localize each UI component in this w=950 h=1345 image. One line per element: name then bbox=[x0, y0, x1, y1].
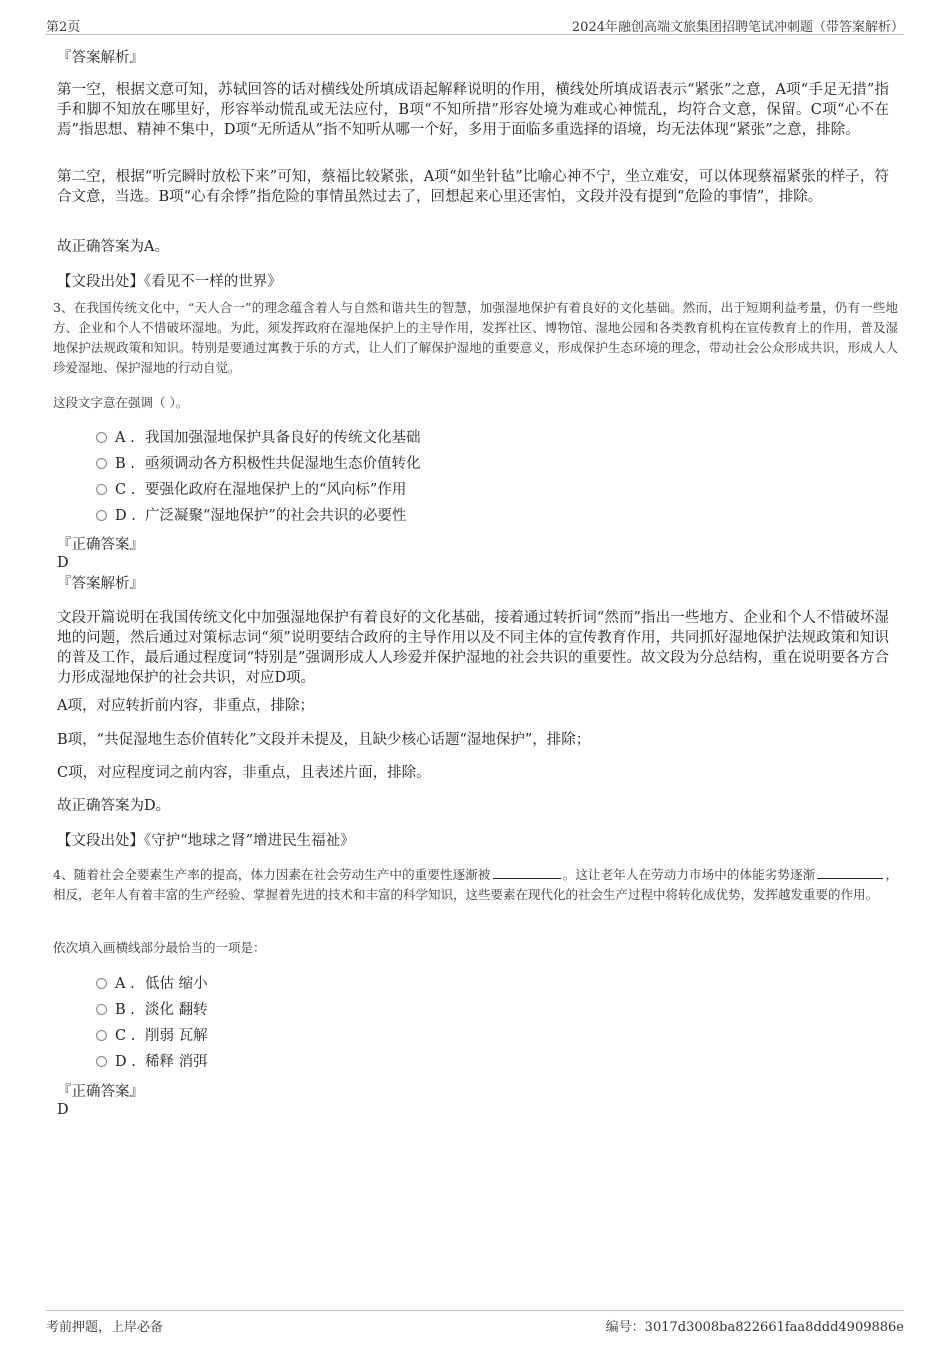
q4-answer-label: 『正确答案』 bbox=[57, 1084, 144, 1100]
option-letter: A . bbox=[115, 430, 135, 446]
option-letter: C . bbox=[115, 1028, 136, 1044]
q3-note-a: A项，对应转折前内容，非重点，排除； bbox=[57, 698, 314, 714]
option-letter: C . bbox=[115, 482, 136, 498]
radio-icon[interactable] bbox=[96, 432, 107, 443]
q4-option-c[interactable] bbox=[96, 1026, 208, 1046]
q3-note-b: B项，“共促湿地生态价值转化”文段并未提及，且缺少核心话题“湿地保护”，排除； bbox=[57, 732, 591, 748]
q3-option-b[interactable] bbox=[96, 454, 421, 474]
page-footer bbox=[46, 1310, 904, 1333]
footer-slogan: 考前押题，上岸必备 bbox=[46, 1320, 164, 1335]
q3-conclusion: 故正确答案为D。 bbox=[57, 798, 171, 814]
option-text: 削弱 瓦解 bbox=[145, 1028, 208, 1044]
q4-option-b[interactable] bbox=[96, 1000, 208, 1020]
q3-note-c: C项，对应程度词之前内容，非重点，且表述片面，排除。 bbox=[57, 765, 431, 781]
radio-icon[interactable] bbox=[96, 1030, 107, 1041]
q2-conclusion: 故正确答案为A。 bbox=[57, 239, 169, 255]
option-text: 稀释 消弭 bbox=[145, 1054, 208, 1070]
q3-option-c[interactable] bbox=[96, 480, 406, 500]
radio-icon[interactable] bbox=[96, 458, 107, 469]
q4-stem-part3: ，相反，老年人有着丰富的生产经验、掌握着先进的技术和丰富的科学知识，这些要素在现代化的社会生产过程中将转化成优势，发挥越发重要的作用。 bbox=[53, 867, 898, 902]
option-text: 我国加强湿地保护具备良好的传统文化基础 bbox=[145, 430, 421, 446]
q4-answer: D bbox=[57, 1102, 69, 1118]
option-letter: D . bbox=[115, 1054, 136, 1070]
option-letter: A . bbox=[115, 976, 135, 992]
q4-option-d[interactable] bbox=[96, 1052, 208, 1072]
radio-icon[interactable] bbox=[96, 978, 107, 989]
q2-analysis-label: 『答案解析』 bbox=[57, 50, 144, 66]
option-text: 亟须调动各方积极性共促湿地生态价值转化 bbox=[145, 456, 421, 472]
q4-stem-part2: 。这让老年人在劳动力市场中的体能劣势逐渐 bbox=[562, 867, 816, 882]
q3-analysis: 文段开篇说明在我国传统文化中加强湿地保护有着良好的文化基础，接着通过转折词“然而”指出一些地方、企业和个人不惜破坏湿地的问题，然后通过对策标志词“须”说明要结合政府的主导作用以及不同主体的宣传教育作用，共同抓好湿地保护法规政策和知识的普及工作，最后通过程度词“特别是”强调形成人人珍爱并保护湿地的社会共识的重要性。故文段为分总结构，重在说明要各方合力形成湿地保护的社会共识，对应D项。 bbox=[57, 610, 889, 686]
q3-option-a[interactable] bbox=[96, 428, 421, 448]
radio-icon[interactable] bbox=[96, 484, 107, 495]
document-id: 编号：3017d3008ba822661faa8ddd4909886e bbox=[605, 1320, 904, 1335]
option-letter: D . bbox=[115, 508, 136, 524]
radio-icon[interactable] bbox=[96, 510, 107, 521]
radio-icon[interactable] bbox=[96, 1004, 107, 1015]
q4-stem bbox=[53, 864, 898, 905]
q4-question: 依次填入画横线部分最恰当的一项是： bbox=[53, 940, 266, 955]
q2-analysis-para1: 第一空，根据文意可知，苏轼回答的话对横线处所填成语起解释说明的作用，横线处所填成语表示“紧张”之意，A项“手足无措”指手和脚不知放在哪里好，形容举动慌乱或无法应付，B项“不知所措”形容处境为难或心神慌乱，均符合文意，保留。C项“心不在焉”指思想、精神不集中，D项“无所适从”指不知听从哪一个好，多用于面临多重选择的语境，均无法体现“紧张”之意，排除。 bbox=[57, 82, 889, 138]
option-letter: B . bbox=[115, 456, 135, 472]
radio-icon[interactable] bbox=[96, 1056, 107, 1067]
q2-analysis-para2: 第二空，根据“听完瞬时放松下来”可知，蔡福比较紧张，A项“如坐针毡”比喻心神不宁，坐立难安，可以体现蔡福紧张的样子，符合文意，当选。B项“心有余悸”指危险的事情虽然过去了，回想起来心里还害怕，文段并没有提到“危险的事情”，排除。 bbox=[57, 169, 889, 205]
option-text: 要强化政府在湿地保护上的“风向标”作用 bbox=[145, 482, 407, 498]
fill-blank-1 bbox=[493, 864, 561, 879]
q3-answer: D bbox=[57, 555, 69, 571]
option-text: 广泛凝聚“湿地保护”的社会共识的必要性 bbox=[145, 508, 407, 524]
q3-analysis-label: 『答案解析』 bbox=[57, 576, 144, 592]
fill-blank-2 bbox=[817, 864, 883, 879]
option-text: 低估 缩小 bbox=[145, 976, 208, 992]
page-header bbox=[46, 14, 904, 35]
q3-source: 【文段出处】《守护“地球之肾”增进民生福祉》 bbox=[57, 833, 355, 849]
q3-stem: 3、在我国传统文化中，“天人合一”的理念蕴含着人与自然和谐共生的智慧，加强湿地保护有着良好的文化基础。然而，出于短期利益考量，仍有一些地方、企业和个人不惜破坏湿地。为此，须发挥政府在湿地保护上的主导作用，发挥社区、博物馆、湿地公园和各类教育机构在宣传教育上的作用，普及湿地保护法规政策和知识。特别是要通过寓教于乐的方式，让人们了解保护湿地的重要意义，形成保护生态环境的理念，带动社会公众形成共识，形成人人珍爱湿地、保护湿地的行动自觉。 bbox=[53, 300, 898, 375]
q3-question: 这段文字意在强调（ ）。 bbox=[53, 395, 189, 410]
q2-source: 【文段出处】《看见不一样的世界》 bbox=[57, 274, 282, 290]
q4-stem-part1: 4、随着社会全要素生产率的提高，体力因素在社会劳动生产中的重要性逐渐被 bbox=[53, 867, 491, 882]
option-letter: B . bbox=[115, 1002, 135, 1018]
q3-answer-label: 『正确答案』 bbox=[57, 537, 144, 553]
q3-option-d[interactable] bbox=[96, 506, 406, 526]
option-text: 淡化 翻转 bbox=[145, 1002, 208, 1018]
q4-option-a[interactable] bbox=[96, 974, 208, 994]
page-number: 第2页 bbox=[46, 20, 81, 35]
document-title: 2024年融创高端文旅集团招聘笔试冲刺题（带答案解析） bbox=[571, 20, 904, 35]
